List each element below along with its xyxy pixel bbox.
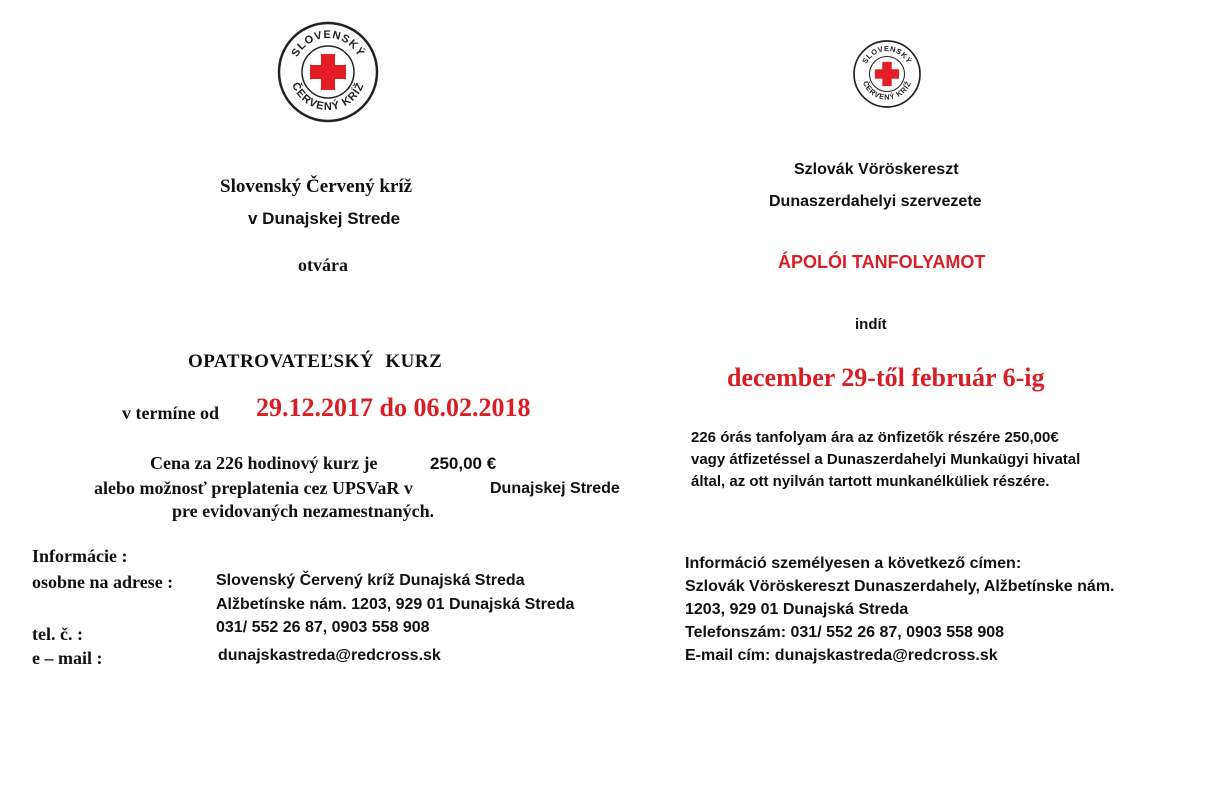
left-org-name: Slovenský Červený kríž (220, 176, 413, 197)
red-cross-logo-left (276, 20, 380, 124)
right-branch: Dunaszerdahelyi szervezete (769, 193, 982, 210)
right-info-heading: Információ személyesen a következő címen: (685, 555, 1022, 572)
logo-text-top: SLOVENSKÝ (860, 44, 914, 66)
left-unemployed: pre evidovaných nezamestnaných. (172, 501, 435, 521)
right-course-dates: december 29-től február 6-ig (727, 363, 1045, 392)
right-info-address2: 1203, 929 01 Dunajská Streda (685, 601, 909, 618)
left-address-line1: Slovenský Červený kríž Dunajská Streda (216, 572, 525, 589)
left-alt-city: Dunajskej Strede (490, 480, 620, 497)
left-alt-text: alebo možnosť preplatenia cez UPSVaR v (94, 478, 413, 498)
right-info-address1: Szlovák Vöröskereszt Dunaszerdahely, Alžbetínske nám. (685, 578, 1115, 595)
left-address-label: osobne na adrese : (32, 572, 174, 592)
red-cross-logo-right (852, 39, 922, 109)
right-price-line2: vagy átfizetéssel a Dunaszerdahelyi Munkaügyi hivatal (691, 451, 1081, 468)
left-address-line2: Alžbetínske nám. 1203, 929 01 Dunajská Streda (216, 596, 575, 613)
logo-text-top: SLOVENSKÝ (289, 28, 367, 60)
right-price-line1: 226 órás tanfolyam ára az önfizetők részére 250,00€ (691, 429, 1059, 446)
left-phone: 031/ 552 26 87, 0903 558 908 (216, 619, 430, 636)
right-info-phone: Telefonszám: 031/ 552 26 87, 0903 558 908 (685, 624, 1005, 641)
right-price-line3: által, az ott nyilván tartott munkanélküliek részére. (691, 473, 1050, 490)
left-price-text: Cena za 226 hodinový kurz je (150, 453, 378, 473)
right-org-name: Szlovák Vöröskereszt (794, 161, 959, 178)
left-opens: otvára (298, 255, 348, 275)
left-course-dates: 29.12.2017 do 06.02.2018 (256, 393, 531, 422)
red-cross-seal-icon (276, 20, 380, 124)
left-tel-label: tel. č. : (32, 624, 83, 644)
red-cross-seal-icon (852, 39, 922, 109)
left-info-heading: Informácie : (32, 546, 128, 566)
right-info-email[interactable]: E-mail cím: dunajskastreda@redcross.sk (685, 647, 998, 664)
right-starts: indít (855, 316, 887, 333)
logo-text-bottom: ČERVENÝ KRÍŽ (289, 80, 367, 114)
right-course-title: ÁPOLÓI TANFOLYAMOT (778, 252, 986, 272)
left-course-title: OPATROVATEĽSKÝ KURZ (188, 351, 443, 372)
left-price-value: 250,00 € (430, 454, 497, 473)
left-email[interactable]: dunajskastreda@redcross.sk (218, 647, 441, 664)
left-email-label: e – mail : (32, 648, 103, 668)
left-term-label: v termíne od (122, 403, 219, 423)
logo-text-bottom: ČERVENÝ KRÍŽ (860, 79, 914, 102)
left-city: v Dunajskej Strede (248, 209, 401, 228)
